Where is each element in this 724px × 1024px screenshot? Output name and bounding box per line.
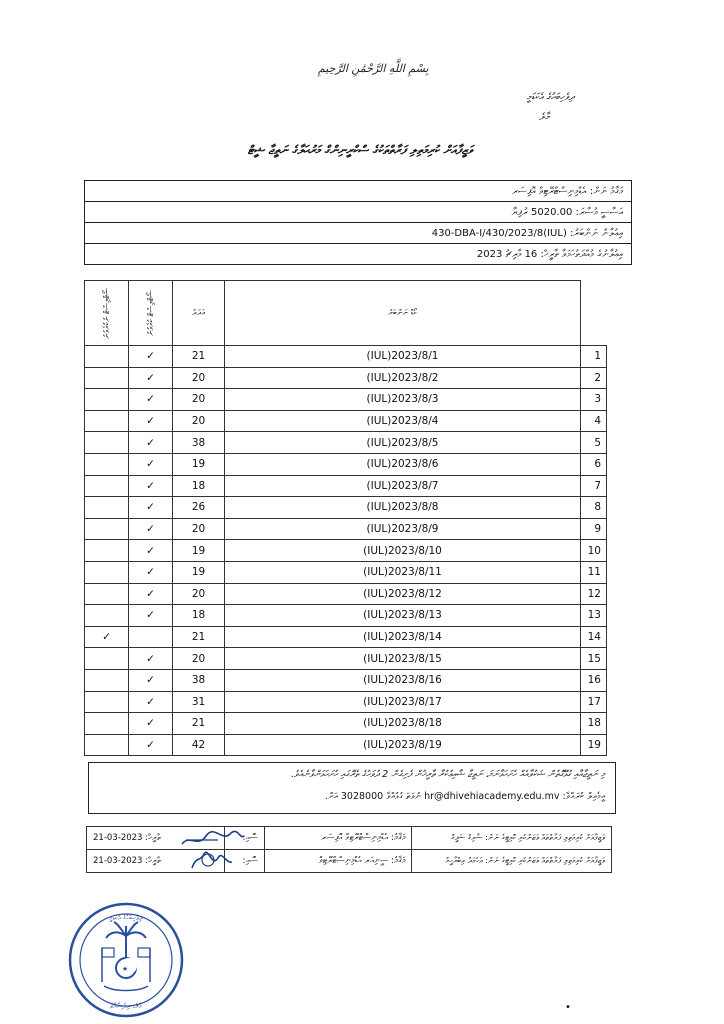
- footnote-complaint-text: މި ނަތީޖާއާއި ގުޅޭގޮތުން ޝަކުވާއެއް ހުށަހަޅާނަމަ، ނަތީޖާ ޝާއިޢުކުރާ ތާރީޚުން ފެށިގެން 2 ދުވަހުގެ ތެރޭގައި ހުށަހަޅަންވާނެއެވެ.: [291, 769, 605, 780]
- basic-salary: އަސާސީ މުސާރަ: 5020.00 ރުފިޔާ: [85, 202, 632, 223]
- code-number-cell: (IUL)2023/8/19: [225, 734, 581, 756]
- marks-cell: 20: [173, 518, 225, 540]
- not-shortlisted-cell: [85, 389, 129, 411]
- row-index-cell: 14: [581, 626, 607, 648]
- organization-location: މާލެ: [539, 112, 549, 123]
- not-shortlisted-cell: [85, 734, 129, 756]
- not-shortlisted-cell: [85, 669, 129, 691]
- marks-cell: 18: [173, 605, 225, 627]
- signature-date: ތާރީޚް: 2023-03-21: [87, 827, 225, 850]
- table-row: [85, 540, 607, 562]
- seal-ribbon: [104, 986, 148, 991]
- code-number-cell: (IUL)2023/8/14: [225, 626, 581, 648]
- code-number-cell: (IUL)2023/8/16: [225, 669, 581, 691]
- row-index-cell: 16: [581, 669, 607, 691]
- handwritten-signatures: [178, 828, 248, 874]
- row-index-cell: 11: [581, 561, 607, 583]
- signature-date: ތާރީޚް: 2023-03-21: [87, 850, 225, 873]
- code-number-cell: (IUL)2023/8/7: [225, 475, 581, 497]
- table-row: [85, 453, 607, 475]
- header-marks: އަދަދު: [173, 281, 225, 346]
- marks-cell: 20: [173, 410, 225, 432]
- row-index-cell: 1: [581, 346, 607, 368]
- table-row: [85, 605, 607, 627]
- row-index-cell: 9: [581, 518, 607, 540]
- seal-bottom-text: މާލެ، ދިވެހިރާއްޖެ: [110, 1002, 142, 1010]
- shortlisted-cell: ✓: [129, 518, 173, 540]
- marks-cell: 20: [173, 389, 225, 411]
- marks-cell: 42: [173, 734, 225, 756]
- shortlisted-cell: ✓: [129, 605, 173, 627]
- marks-cell: 20: [173, 367, 225, 389]
- not-shortlisted-cell: [85, 583, 129, 605]
- row-index-cell: 5: [581, 432, 607, 454]
- signature-stroke-2: [192, 852, 232, 868]
- not-shortlisted-cell: ✓: [85, 626, 129, 648]
- code-number-cell: (IUL)2023/8/4: [225, 410, 581, 432]
- row-index-cell: 12: [581, 583, 607, 605]
- shortlisted-cell: ✓: [129, 713, 173, 735]
- table-row: [85, 475, 607, 497]
- code-number-cell: (IUL)2023/8/10: [225, 540, 581, 562]
- shortlisted-cell: ✓: [129, 389, 173, 411]
- header-code-number: ކޯޑް ނަންބަރު: [225, 281, 581, 346]
- row-index-cell: 10: [581, 540, 607, 562]
- shortlisted-cell: ✓: [129, 561, 173, 583]
- code-number-cell: (IUL)2023/8/17: [225, 691, 581, 713]
- document-title: ވަޒީފާއަށް ކުރިމަތިލި ފަރާތްތަކުގެ ސްކްރީނިންގް މަރުޙަލާގެ ނަތީޖާ ޝީޓް: [247, 143, 473, 157]
- not-shortlisted-cell: [85, 432, 129, 454]
- signature-row: [87, 827, 612, 850]
- official-seal: [64, 900, 188, 1020]
- marks-cell: 20: [173, 648, 225, 670]
- signature-label: ސޮއި:: [224, 827, 264, 850]
- contact-phone: 3028000: [340, 791, 384, 802]
- code-number-cell: (IUL)2023/8/1: [225, 346, 581, 368]
- results-table: [84, 280, 607, 756]
- row-index-cell: 15: [581, 648, 607, 670]
- row-index-cell: 19: [581, 734, 607, 756]
- marks-cell: 31: [173, 691, 225, 713]
- palm-tree-icon: [106, 922, 146, 958]
- marks-cell: 19: [173, 540, 225, 562]
- contact-email[interactable]: hr@dhivehiacademy.edu.mv: [424, 791, 560, 802]
- not-shortlisted-cell: [85, 410, 129, 432]
- code-number-cell: (IUL)2023/8/6: [225, 453, 581, 475]
- code-number-cell: (IUL)2023/8/13: [225, 605, 581, 627]
- shortlisted-cell: ✓: [129, 669, 173, 691]
- table-row: [85, 367, 607, 389]
- code-number-cell: (IUL)2023/8/15: [225, 648, 581, 670]
- table-row: [85, 734, 607, 756]
- row-index-cell: 3: [581, 389, 607, 411]
- svg-text:★: ★: [121, 965, 129, 973]
- table-row: [85, 346, 607, 368]
- not-shortlisted-cell: [85, 497, 129, 519]
- not-shortlisted-cell: [85, 346, 129, 368]
- marks-cell: 21: [173, 626, 225, 648]
- code-number-cell: (IUL)2023/8/9: [225, 518, 581, 540]
- shortlisted-cell: ✓: [129, 583, 173, 605]
- not-shortlisted-cell: [85, 648, 129, 670]
- marks-cell: 19: [173, 561, 225, 583]
- crescent-star-emblem-icon: [116, 958, 137, 978]
- marks-cell: 26: [173, 497, 225, 519]
- shortlisted-cell: [129, 626, 173, 648]
- table-row: [85, 669, 607, 691]
- bismillah: بِسْمِ اللَّهِ الرَّحْمَٰنِ الرَّحِيمِ: [318, 62, 429, 75]
- not-shortlisted-cell: [85, 453, 129, 475]
- marks-cell: 18: [173, 475, 225, 497]
- row-index-cell: 2: [581, 367, 607, 389]
- footnote-suffix: އަށް.: [324, 791, 338, 802]
- marks-cell: 19: [173, 453, 225, 475]
- not-shortlisted-cell: [85, 367, 129, 389]
- code-number-cell: (IUL)2023/8/12: [225, 583, 581, 605]
- signatory-name: ވަޒީފާއަށް ކުރިމަތިލި ފަރާތްތައް ވަޒަންކުރި ކޮމިޓީގެ ނަން: ޝާރިޤް ޝަފީޤް: [412, 827, 612, 850]
- announcement-deadline: އިޢުލާނުގެ މުއްދަތުހަމަވާ ތާރީޚް: 16 މާރިޗު 2023: [85, 244, 632, 265]
- shortlisted-cell: ✓: [129, 734, 173, 756]
- signatory-name: ވަޒީފާއަށް ކުރިމަތިލި ފަރާތްތައް ވަޒަންކުރި ކޮމިޓީގެ ނަން: އަހުމަދު އިބްރާހީމް: [412, 850, 612, 873]
- shortlisted-cell: ✓: [129, 497, 173, 519]
- table-row: [85, 648, 607, 670]
- not-shortlisted-cell: [85, 713, 129, 735]
- announcement-number: އިޢުލާން ނަންބަރު: (IUL)430-DBA-I/430/2023/8: [85, 223, 632, 244]
- organization-name: ދިވެހިބަހުގެ އެކަޑަމީ: [526, 92, 574, 103]
- row-index-cell: 7: [581, 475, 607, 497]
- code-number-cell: (IUL)2023/8/11: [225, 561, 581, 583]
- table-row: [85, 561, 607, 583]
- code-number-cell: (IUL)2023/8/18: [225, 713, 581, 735]
- not-shortlisted-cell: [85, 540, 129, 562]
- marks-cell: 38: [173, 669, 225, 691]
- table-row: [85, 389, 607, 411]
- shortlisted-cell: ✓: [129, 367, 173, 389]
- shortlisted-cell: ✓: [129, 453, 173, 475]
- marks-cell: 38: [173, 432, 225, 454]
- shortlisted-cell: ✓: [129, 648, 173, 670]
- row-index-cell: 17: [581, 691, 607, 713]
- not-shortlisted-cell: [85, 561, 129, 583]
- signatory-post: މަޤާމު: އެޑްމިނިސްޓްރޭޓިވް އޮފިސަރ: [264, 827, 412, 850]
- marks-cell: 20: [173, 583, 225, 605]
- signature-table: [86, 826, 612, 873]
- table-row: [85, 583, 607, 605]
- code-number-cell: (IUL)2023/8/2: [225, 367, 581, 389]
- shortlisted-cell: ✓: [129, 540, 173, 562]
- shortlisted-cell: ✓: [129, 691, 173, 713]
- table-row: [85, 432, 607, 454]
- not-shortlisted-cell: [85, 518, 129, 540]
- table-row: [85, 410, 607, 432]
- code-number-cell: (IUL)2023/8/3: [225, 389, 581, 411]
- shortlisted-cell: ✓: [129, 432, 173, 454]
- not-shortlisted-cell: [85, 691, 129, 713]
- post-info-table: [84, 180, 632, 265]
- header-index: [581, 281, 607, 346]
- row-index-cell: 18: [581, 713, 607, 735]
- row-index-cell: 6: [581, 453, 607, 475]
- table-row: [85, 497, 607, 519]
- not-shortlisted-cell: [85, 475, 129, 497]
- page-mark: •: [565, 1002, 571, 1013]
- table-row: [85, 713, 607, 735]
- footnote-email-prefix: އީމެއިލް ކުރައްވާ:: [562, 791, 605, 802]
- row-index-cell: 13: [581, 605, 607, 627]
- table-row: [85, 691, 607, 713]
- not-shortlisted-cell: [85, 605, 129, 627]
- row-index-cell: 8: [581, 497, 607, 519]
- shortlisted-cell: ✓: [129, 475, 173, 497]
- table-row: [85, 518, 607, 540]
- table-row: [85, 626, 607, 648]
- header-not-shortlisted: ޝޯޓްލިސްޓް ނުކުރެވުނު: [85, 281, 129, 346]
- shortlisted-cell: ✓: [129, 346, 173, 368]
- marks-cell: 21: [173, 713, 225, 735]
- marks-cell: 21: [173, 346, 225, 368]
- post-name: މަޤާމު ނަން: އެޑްމިނިސްޓްރޭޓިވް އޮފިސަރ: [85, 181, 632, 202]
- shortlisted-cell: ✓: [129, 410, 173, 432]
- footnote-phone-prefix: ނުވަތަ ގުޅުއްވާ: [386, 791, 422, 802]
- signatory-post: މަޤާމު: ސީނިއަރ އެޑްމިނިސްޓްރޭޓިވް: [264, 850, 412, 873]
- row-index-cell: 4: [581, 410, 607, 432]
- footnote-contact-line: [99, 791, 605, 802]
- signature-stroke-1: [182, 831, 244, 844]
- signature-label: ސޮއި:: [224, 850, 264, 873]
- footnote-box: [88, 762, 616, 814]
- code-number-cell: (IUL)2023/8/5: [225, 432, 581, 454]
- header-shortlisted: ޝޯޓްލިސްޓް ކުރެވުނު: [129, 281, 173, 346]
- signature-row: [87, 850, 612, 873]
- code-number-cell: (IUL)2023/8/8: [225, 497, 581, 519]
- seal-top-text: ދިވެހިބަހުގެ އެކަޑަމީ: [109, 914, 143, 922]
